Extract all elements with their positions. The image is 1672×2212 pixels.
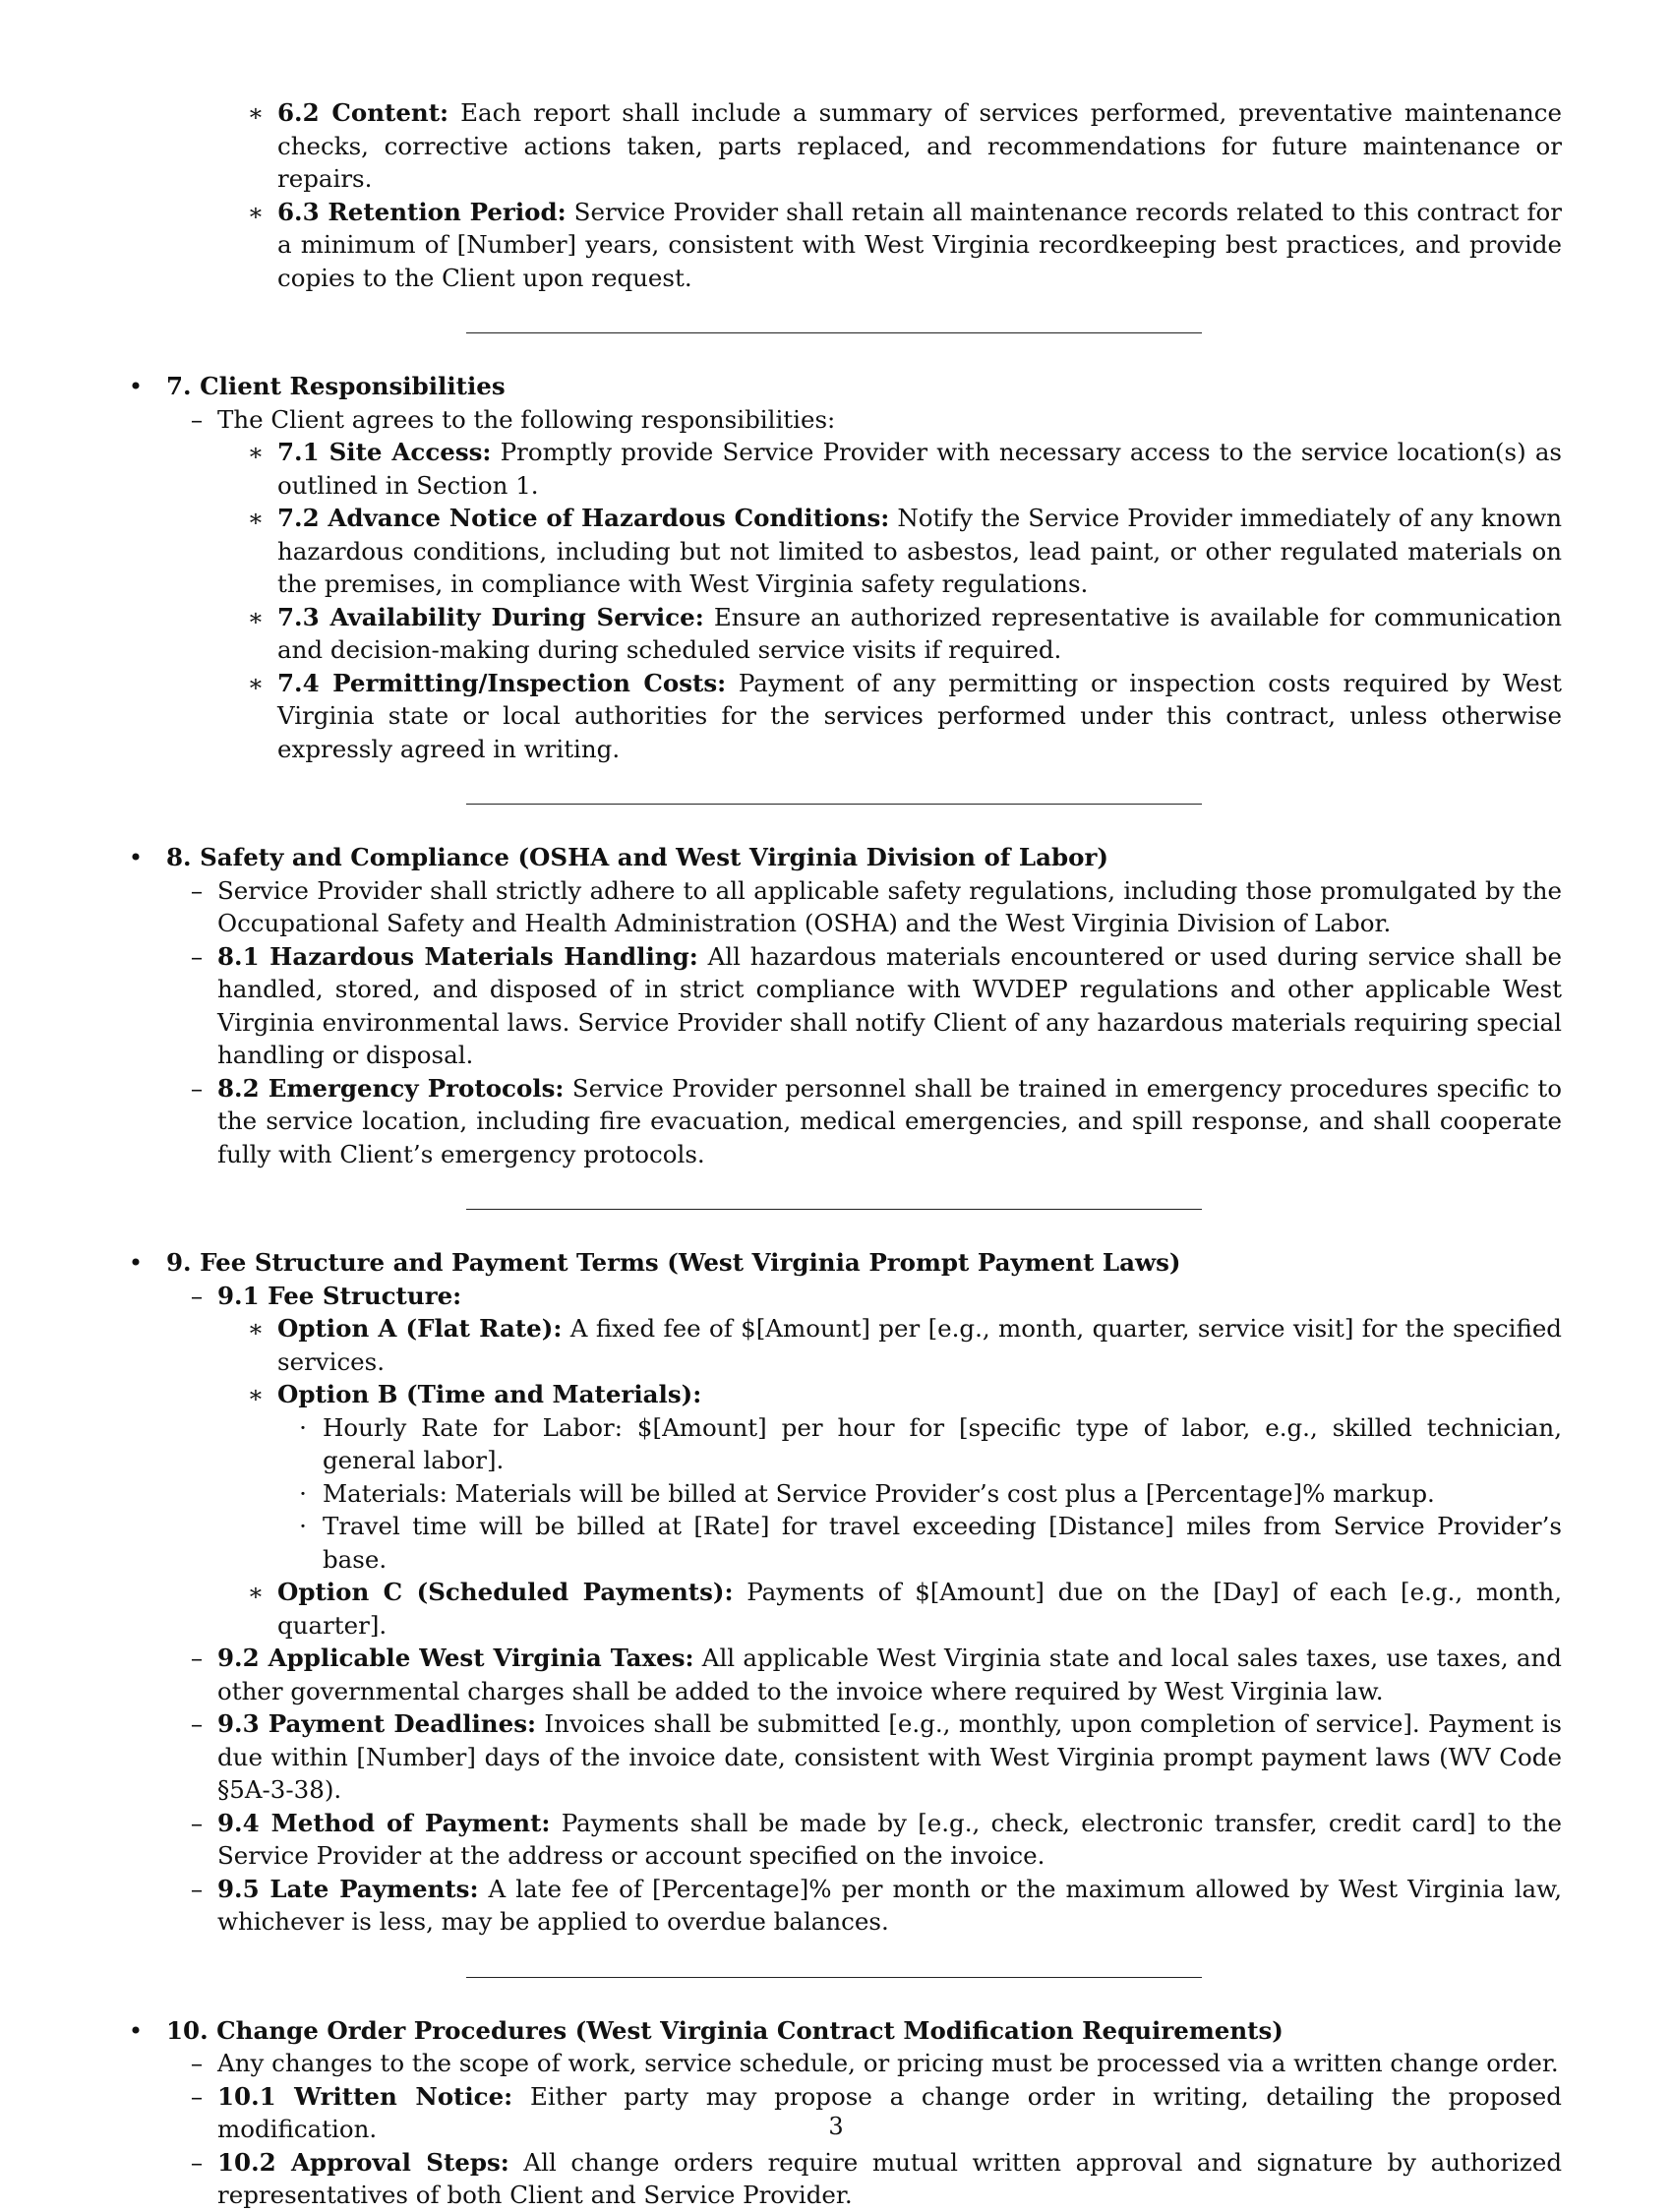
dash-marker: – <box>190 941 204 971</box>
intro-text: The Client agrees to the following responsibilities: <box>217 404 836 434</box>
asterisk-marker: ∗ <box>247 602 265 631</box>
item-text: Each report shall include a summary of services performed, preventative maintenance checks, corrective actions taken, parts replaced, and recommendations for future maintenance or repairs. <box>277 98 1563 193</box>
dash-marker: – <box>190 1874 204 1903</box>
asterisk-marker: ∗ <box>247 197 265 226</box>
section-title: 9. Fee Structure and Payment Terms (West Virginia Prompt Payment Laws) <box>166 1248 1181 1277</box>
dash-marker: – <box>190 1709 204 1738</box>
section-6-continuation <box>126 96 1562 294</box>
item-text: Ensure an authorized representative is available for communication and decision-making during scheduled service visits if required. <box>277 602 1562 664</box>
item-heading: 6.2 Content: <box>277 98 449 127</box>
dash-marker: – <box>190 2081 204 2111</box>
list-item-9-3 <box>126 1707 1562 1807</box>
item-heading: 7.3 Availability During Service: <box>277 602 704 631</box>
item-heading: 6.3 Retention Period: <box>277 197 567 226</box>
item-text: All applicable West Virginia state and local sales taxes, use taxes, and other governmental charges shall be added to the invoice where required by West Virginia law. <box>217 1644 1562 1705</box>
asterisk-marker: ∗ <box>247 1380 265 1408</box>
dash-marker: – <box>190 875 204 905</box>
item-text: Service Provider personnel shall be trained in emergency procedures specific to the service location, including fire evacuation, medical emergencies, and spill response, and shall cooperate fully with Client’s emergency protocols. <box>217 1073 1562 1168</box>
item-text: All change orders require mutual written approval and signature by authorized representatives of both Client and Service Provider. <box>217 2147 1562 2209</box>
item-heading: 7.4 Permitting/Inspection Costs: <box>277 668 727 697</box>
dash-marker: – <box>190 1281 204 1310</box>
list-item-9-4 <box>126 1807 1562 1873</box>
item-text: Either party may propose a change order in writing, detailing the proposed modification. <box>217 2081 1562 2143</box>
item-text: Payments of $[Amount] due on the [Day] of each [e.g., month, quarter]. <box>277 1578 1562 1640</box>
item-heading: 8.1 Hazardous Materials Handling: <box>217 941 698 971</box>
bullet-marker: • <box>128 2015 144 2045</box>
list-item-9-1 <box>126 1280 1562 1313</box>
item-heading: Option C (Scheduled Payments): <box>277 1578 734 1606</box>
section-title: 8. Safety and Compliance (OSHA and West Virginia Division of Labor) <box>166 843 1108 871</box>
asterisk-marker: ∗ <box>247 668 265 697</box>
item-heading: 9.2 Applicable West Virginia Taxes: <box>217 1644 694 1672</box>
bullet-marker: • <box>128 372 144 400</box>
item-text: Promptly provide Service Provider with necessary access to the service location(s) as outlined in Section 1. <box>277 438 1563 500</box>
asterisk-marker: ∗ <box>247 438 265 466</box>
list-item-7-2 <box>126 502 1562 601</box>
item-text: A fixed fee of $[Amount] per [e.g., month, quarter, service visit] for the specified services. <box>277 1314 1562 1376</box>
item-text: All hazardous materials encountered or used during service shall be handled, stored, and disposed of in strict compliance with WVDEP regulations and other applicable West Virginia environmental laws. Service Provider shall notify Client of any hazardous materials requiring special handling or disposal. <box>217 941 1562 1069</box>
item-heading: Option A (Flat Rate): <box>277 1314 563 1343</box>
asterisk-marker: ∗ <box>247 1578 265 1606</box>
item-heading: 9.3 Payment Deadlines: <box>217 1709 537 1738</box>
list-item-7-4 <box>126 667 1562 766</box>
dot-marker: · <box>299 1478 307 1508</box>
item-heading: 9.5 Late Payments: <box>217 1874 479 1903</box>
item-heading: 10.1 Written Notice: <box>217 2081 513 2111</box>
section-heading-10 <box>126 2014 1562 2048</box>
option-b-subitem <box>126 1510 1562 1576</box>
dot-marker: · <box>299 1512 307 1540</box>
section-10-intro <box>126 2047 1562 2080</box>
section-7-intro <box>126 403 1562 437</box>
dash-marker: – <box>190 2147 204 2177</box>
list-item-7-3 <box>126 601 1562 667</box>
section-8-intro <box>126 874 1562 940</box>
dash-marker: – <box>190 2049 204 2077</box>
item-heading: 7.1 Site Access: <box>277 438 492 466</box>
bullet-marker: • <box>128 843 144 871</box>
dash-marker: – <box>190 1644 204 1672</box>
intro-text: Service Provider shall strictly adhere to all applicable safety regulations, including those promulgated by the Occupational Safety and Health Administration (OSHA) and the West Virginia Division of Labor. <box>217 875 1562 937</box>
option-b-subitem <box>126 1411 1562 1477</box>
dash-marker: – <box>190 404 204 434</box>
option-b <box>126 1378 1562 1411</box>
list-item-7-1 <box>126 436 1562 502</box>
section-9 <box>126 1246 1562 1939</box>
section-heading-9 <box>126 1246 1562 1280</box>
section-title: 10. Change Order Procedures (West Virginia Contract Modification Requirements) <box>166 2015 1284 2045</box>
asterisk-marker: ∗ <box>247 98 265 127</box>
list-item-10-2 <box>126 2146 1562 2212</box>
asterisk-marker: ∗ <box>247 1314 265 1343</box>
item-heading: 9.4 Method of Payment: <box>217 1808 551 1837</box>
item-text: Service Provider shall retain all maintenance records related to this contract for a minimum of [Number] years, consistent with West Virginia recordkeeping best practices, and provide copies to the Client upon request. <box>277 197 1562 292</box>
list-item-9-5 <box>126 1873 1562 1939</box>
item-text: A late fee of [Percentage]% per month or the maximum allowed by West Virginia law, whichever is less, may be applied to overdue balances. <box>217 1874 1562 1936</box>
item-text: Payments shall be made by [e.g., check, electronic transfer, credit card] to the Service Provider at the address or account specified on the invoice. <box>217 1808 1562 1870</box>
subitem-text: Hourly Rate for Labor: $[Amount] per hour for [specific type of labor, e.g., skilled technician, general labor]. <box>323 1412 1562 1474</box>
option-c <box>126 1576 1562 1642</box>
section-7 <box>126 370 1562 765</box>
section-heading-8 <box>126 841 1562 874</box>
list-item-6-2 <box>126 96 1562 196</box>
item-text: Payment of any permitting or inspection costs required by West Virginia state or local authorities for the services performed under this contract, unless otherwise expressly agreed in writing. <box>277 668 1562 763</box>
list-item-6-3 <box>126 196 1562 295</box>
subitem-text: Travel time will be billed at [Rate] for travel exceeding [Distance] miles from Service Provider’s base. <box>323 1512 1562 1574</box>
item-text: Notify the Service Provider immediately of any known hazardous conditions, including but not limited to asbestos, lead paint, or other regulated materials on the premises, in compliance with West Virginia safety regulations. <box>277 504 1562 598</box>
document-body <box>126 96 1562 2212</box>
item-heading: 9.1 Fee Structure: <box>217 1281 462 1310</box>
dash-marker: – <box>190 1073 204 1103</box>
section-title: 7. Client Responsibilities <box>166 372 506 400</box>
item-heading: 7.2 Advance Notice of Hazardous Conditions: <box>277 504 890 532</box>
asterisk-marker: ∗ <box>247 504 265 532</box>
dot-marker: · <box>299 1412 307 1442</box>
item-heading: 10.2 Approval Steps: <box>217 2147 509 2177</box>
dash-marker: – <box>190 1808 204 1837</box>
item-heading: 8.2 Emergency Protocols: <box>217 1073 565 1103</box>
option-b-subitem <box>126 1477 1562 1511</box>
bullet-marker: • <box>128 1248 144 1277</box>
intro-text: Any changes to the scope of work, service schedule, or pricing must be processed via a written change order. <box>217 2049 1559 2077</box>
list-item-8-2 <box>126 1072 1562 1171</box>
item-heading: Option B (Time and Materials): <box>277 1380 702 1408</box>
page-number: 3 <box>828 2113 844 2140</box>
list-item-8-1 <box>126 940 1562 1072</box>
section-heading-7 <box>126 370 1562 403</box>
item-text: Invoices shall be submitted [e.g., monthly, upon completion of service]. Payment is due within [Number] days of the invoice date, consistent with West Virginia prompt payment laws (WV Code §5A-3-38). <box>217 1709 1562 1804</box>
subitem-text: Materials: Materials will be billed at Service Provider’s cost plus a [Percentage]% markup. <box>323 1478 1435 1508</box>
list-item-9-2 <box>126 1642 1562 1707</box>
section-8 <box>126 841 1562 1170</box>
option-a <box>126 1312 1562 1378</box>
